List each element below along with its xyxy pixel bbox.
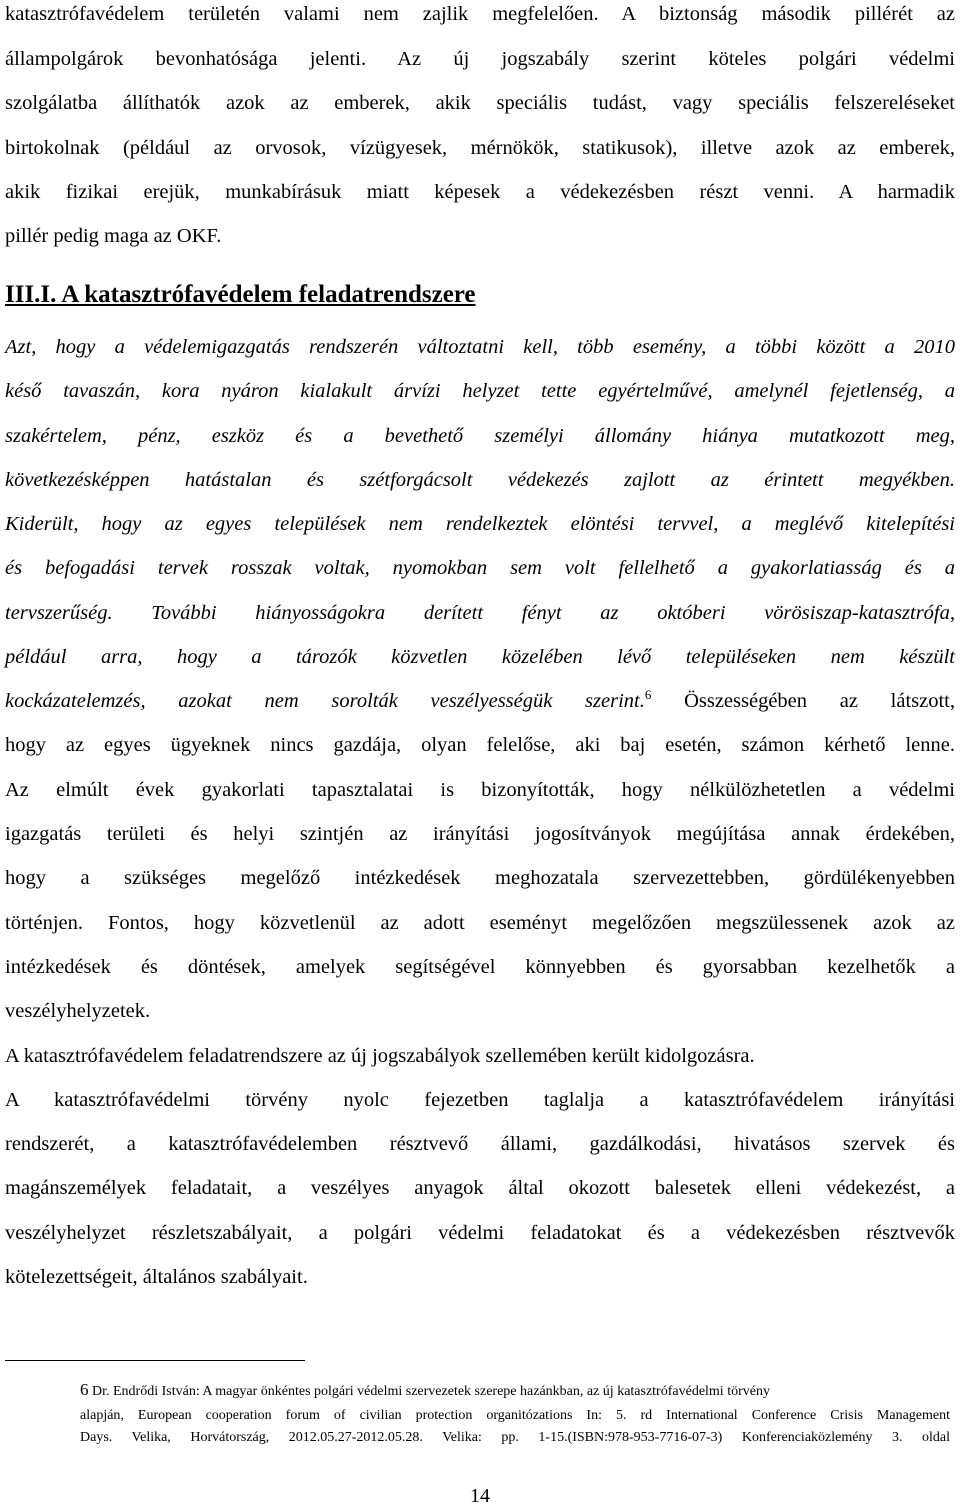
body-text-line: Az elmúlt évek gyakorlati tapasztalatai is bizonyították, hogy nélkülözhetetlen a védelmi bbox=[5, 779, 955, 801]
body-text-line: akik fizikai erejük, munkabírásuk miatt képesek a védekezésben részt venni. A harmadik bbox=[5, 181, 955, 203]
footnote-reference[interactable]: 6 bbox=[644, 687, 652, 703]
body-text-line: intézkedések és döntések, amelyek segítségével könnyebben és gyorsabban kezelhetők a bbox=[5, 956, 955, 978]
body-text-line: birtokolnak (például az orvosok, vízügyesek, mérnökök, statikusok), illetve azok az emberek, bbox=[5, 137, 955, 159]
body-text-line: A katasztrófavédelmi törvény nyolc fejezetben taglalja a katasztrófavédelem irányítási bbox=[5, 1089, 955, 1111]
mixed-text-line bbox=[5, 687, 955, 715]
body-text-line: veszélyhelyzet részletszabályait, a polgári védelmi feladatokat és a védekezésben résztvevők bbox=[5, 1222, 955, 1244]
footnote-line: Days. Velika, Horvátország, 2012.05.27-2012.05.28. Velika: pp. 1-15.(ISBN:978-953-7716-07-3) Konferenciaközlemény 3. oldal bbox=[80, 1430, 950, 1445]
italic-text-line: szakértelem, pénz, eszköz és a bevethető személyi állomány hiánya mutatkozott meg, bbox=[5, 425, 955, 447]
page-number: 14 bbox=[470, 1485, 490, 1507]
body-text-line: történjen. Fontos, hogy közvetlenül az adott eseményt megelőzően megszülessenek azok az bbox=[5, 912, 955, 934]
footnote-text: Dr. Endrődi István: A magyar önkéntes polgári védelmi szervezetek szerepe hazánkban, az új katasztrófavédelmi törvény bbox=[92, 1384, 770, 1399]
italic-text-line: tervszerűség. További hiányosságokra derített fényt az októberi vörösiszap-katasztrófa, bbox=[5, 602, 955, 624]
body-text-line: rendszerét, a katasztrófavédelemben résztvevő állami, gazdálkodási, hivatásos szervek és bbox=[5, 1133, 955, 1155]
body-text-line: katasztrófavédelem területén valami nem zajlik megfelelően. A biztonság második pillérét az bbox=[5, 3, 955, 25]
footnote-line: alapján, European cooperation forum of civilian protection organitózations In: 5. rd International Conference Crisis Management bbox=[80, 1408, 950, 1423]
body-text-line: szolgálatba állíthatók azok az emberek, akik speciális tudást, vagy speciális felszereléseket bbox=[5, 92, 955, 114]
body-text-line: A katasztrófavédelem feladatrendszere az új jogszabályok szellemében került kidolgozásra. bbox=[5, 1045, 755, 1067]
italic-segment: kockázatelemzés, azokat nem sorolták veszélyességük szerint. bbox=[5, 690, 645, 712]
italic-text-line: és befogadási tervek rosszak voltak, nyomokban sem volt fellelhető a gyakorlatiasság és a bbox=[5, 557, 955, 579]
italic-text-line: például arra, hogy a tározók közvetlen közelében lévő településeken nem készült bbox=[5, 646, 955, 668]
body-text-line: hogy az egyes ügyeknek nincs gazdája, olyan felelőse, aki baj esetén, számon kérhető lenne. bbox=[5, 734, 955, 756]
normal-segment: Összességében az látszott, bbox=[651, 690, 955, 712]
footnote-separator bbox=[5, 1360, 305, 1361]
italic-text-line: következésképpen hatástalan és szétforgácsolt védekezés zajlott az érintett megyékben. bbox=[5, 469, 955, 491]
body-text-line: kötelezettségeit, általános szabályait. bbox=[5, 1266, 308, 1288]
body-text-line: igazgatás területi és helyi szintjén az irányítási jogosítványok megújítása annak érdekében, bbox=[5, 823, 955, 845]
italic-text-line: Azt, hogy a védelemigazgatás rendszerén változtatni kell, több esemény, a többi között a 2010 bbox=[5, 336, 955, 358]
body-text-line: magánszemélyek feladatait, a veszélyes anyagok által okozott balesetek elleni védekezést, a bbox=[5, 1177, 955, 1199]
italic-text-line: Kiderült, hogy az egyes települések nem rendelkeztek elöntési tervvel, a meglévő kitelepítési bbox=[5, 513, 955, 535]
footnote-number: 6 bbox=[80, 1380, 89, 1399]
body-text-line: állampolgárok bevonhatósága jelenti. Az új jogszabály szerint köteles polgári védelmi bbox=[5, 48, 955, 70]
section-heading: III.I. A katasztrófavédelem feladatrendszere bbox=[5, 281, 476, 308]
italic-text-line: késő tavaszán, kora nyáron kialakult árvízi helyzet tette egyértelművé, amelynél fejetlenség, a bbox=[5, 380, 955, 402]
body-text-line: veszélyhelyzetek. bbox=[5, 1000, 151, 1022]
footnote-line bbox=[80, 1380, 950, 1402]
body-text-line: pillér pedig maga az OKF. bbox=[5, 225, 222, 247]
body-text-line: hogy a szükséges megelőző intézkedések meghozatala szervezettebben, gördülékenyebben bbox=[5, 867, 955, 889]
